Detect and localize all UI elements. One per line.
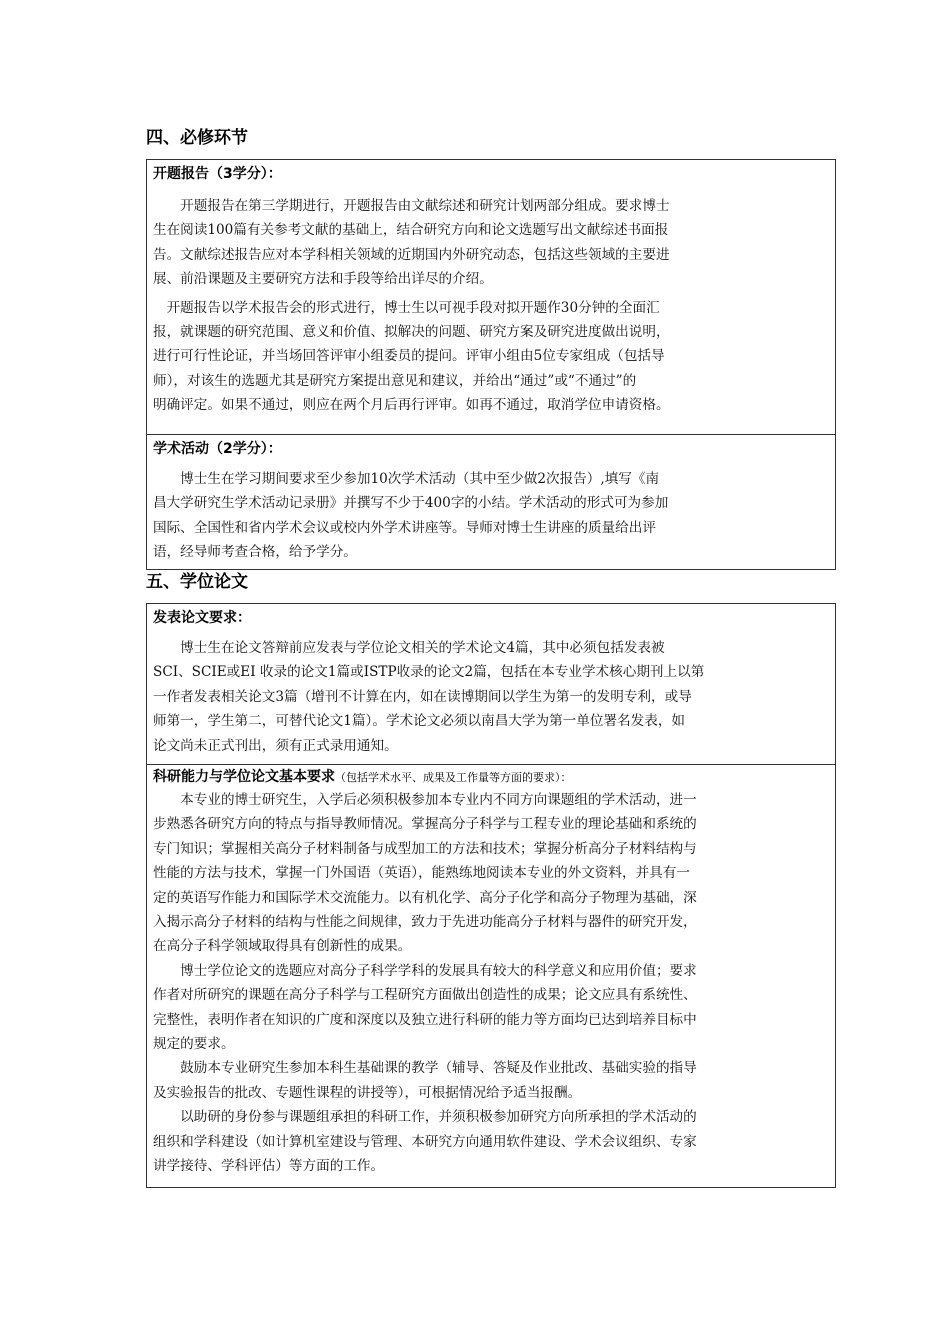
block-title: 学术活动（2学分）： <box>153 441 282 457</box>
text-line: 师），对该生的选题尤其是研究方案提出意见和建议，并给出“通过”或“不通过”的 <box>153 372 637 389</box>
text-line: 语，经导师考查合格，给予学分。 <box>153 544 357 561</box>
paragraph <box>147 788 835 959</box>
table-row-research-ability-requirements <box>147 765 835 1187</box>
paragraph <box>147 636 835 758</box>
text-line: 开题报告在第三学期进行，开题报告由文献综述和研究计划两部分组成。要求博士 <box>153 198 670 214</box>
text-line: 告。文献综述报告应对本学科相关领域的近期国内外研究动态，包括这些领域的主要进 <box>153 246 670 263</box>
paragraph <box>147 467 835 565</box>
paragraph <box>147 296 835 418</box>
required-components-table <box>146 159 836 570</box>
text-line: 博士学位论文的选题应对高分子科学学科的发展具有较大的科学意义和应用价值；要求 <box>153 962 697 979</box>
table-row-proposal-report <box>147 160 835 435</box>
text-line: SCI、SCIE或EI 收录的论文1篇或ISTP收录的论文2篇，包括在本专业学术核心期刊上以第 <box>153 664 705 681</box>
block-title: 发表论文要求： <box>153 610 251 626</box>
block-title-main: 科研能力与学位论文基本要求 <box>153 769 335 785</box>
text-line: 规定的要求。 <box>153 1036 235 1053</box>
text-line: 定的英语写作能力和国际学术交流能力。以有机化学、高分子化学和高分子物理为基础，深 <box>153 889 697 906</box>
text-line: 作者对所研究的课题在高分子科学与工程研究方面做出创造性的成果；论文应具有系统性、 <box>153 987 697 1004</box>
paragraph <box>147 959 835 1057</box>
text-line: 讲学接待、学科评估）等方面的工作。 <box>153 1158 385 1175</box>
text-line: 明确评定。如果不通过，则应在两个月后再行评审。如再不通过，取消学位申请资格。 <box>153 397 670 414</box>
section-heading-dissertation: 五、学位论文 <box>146 572 248 592</box>
text-line: 鼓励本专业研究生参加本科生基础课的教学（辅导、答疑及作业批改、基础实验的指导 <box>153 1060 697 1077</box>
text-line: 昌大学研究生学术活动记录册》并撰写不少于400字的小结。学术活动的形式可为参加 <box>153 495 669 512</box>
text-line: 性能的方法与技术，掌握一门外国语（英语），能熟练地阅读本专业的外文资料，并具有一 <box>153 865 690 882</box>
paragraph <box>147 1105 835 1178</box>
text-line: 论文尚未正式刊出，须有正式录用通知。 <box>153 737 398 754</box>
block-title-note: （包括学术水平、成果及工作量等方面的要求）： <box>335 771 572 784</box>
text-line: 生在阅读100篇有关参考文献的基础上，结合研究方向和论文选题写出文献综述书面报 <box>153 222 669 239</box>
text-line: 师第一，学生第二，可替代论文1篇）。学术论文必须以南昌大学为第一单位署名发表，如 <box>153 713 686 730</box>
block-title <box>147 767 835 788</box>
paragraph <box>147 194 835 292</box>
paragraph <box>147 1056 835 1105</box>
section-heading-required-components: 四、必修环节 <box>146 128 248 148</box>
text-line: 及实验报告的批改、专题性课程的讲授等），可根据情况给予适当报酬。 <box>153 1084 582 1101</box>
text-line: 博士生在学习期间要求至少参加10次学术活动（其中至少做2次报告）,填写《南 <box>153 471 660 487</box>
text-line: 进行可行性论证，并当场回答评审小组委员的提问。评审小组由5位专家组成（包括导 <box>153 348 665 365</box>
text-line: 一作者发表相关论文3篇（增刊不计算在内，如在读博期间以学生为第一的发明专利，或导 <box>153 688 692 705</box>
text-line: 报，就课题的研究范围、意义和价值、拟解决的问题、研究方案及研究进度做出说明， <box>153 324 670 341</box>
text-line: 展、前沿课题及主要研究方法和手段等给出详尽的介绍。 <box>153 271 493 288</box>
text-line: 本专业的博士研究生，入学后必须积极参加本专业内不同方向课题组的学术活动，进一 <box>153 792 697 808</box>
table-row-publication-requirements <box>147 604 835 765</box>
text-line: 开题报告以学术报告会的形式进行，博士生以可视手段对拟开题作30分钟的全面汇 <box>153 299 660 316</box>
text-line: 组织和学科建设（如计算机室建设与管理、本研究方向通用软件建设、学术会议组织、专家 <box>153 1133 697 1150</box>
text-line: 国际、全国性和省内学术会议或校内外学术讲座等。导师对博士生讲座的质量给出评 <box>153 519 656 536</box>
text-line: 入揭示高分子材料的结构与性能之间规律，致力于先进功能高分子材料与器件的研究开发， <box>153 914 697 931</box>
block-title: 开题报告（3学分）： <box>153 166 282 182</box>
text-line: 步熟悉各研究方向的特点与指导教师情况。掌握高分子科学与工程专业的理论基础和系统的 <box>153 816 697 833</box>
text-line: 完整性，表明作者在知识的广度和深度以及独立进行科研的能力等方面均已达到培养目标中 <box>153 1011 697 1028</box>
dissertation-table <box>146 603 836 1188</box>
text-line: 博士生在论文答辩前应发表与学位论文相关的学术论文4篇，其中必须包括发表被 <box>153 640 665 656</box>
text-line: 在高分子科学领域取得具有创新性的成果。 <box>153 938 412 955</box>
text-line: 专门知识；掌握相关高分子材料制备与成型加工的方法和技术；掌握分析高分子材料结构与 <box>153 840 697 857</box>
text-line: 以助研的身份参与课题组承担的科研工作，并须积极参加研究方向所承担的学术活动的 <box>153 1109 697 1126</box>
table-row-academic-activities <box>147 435 835 569</box>
